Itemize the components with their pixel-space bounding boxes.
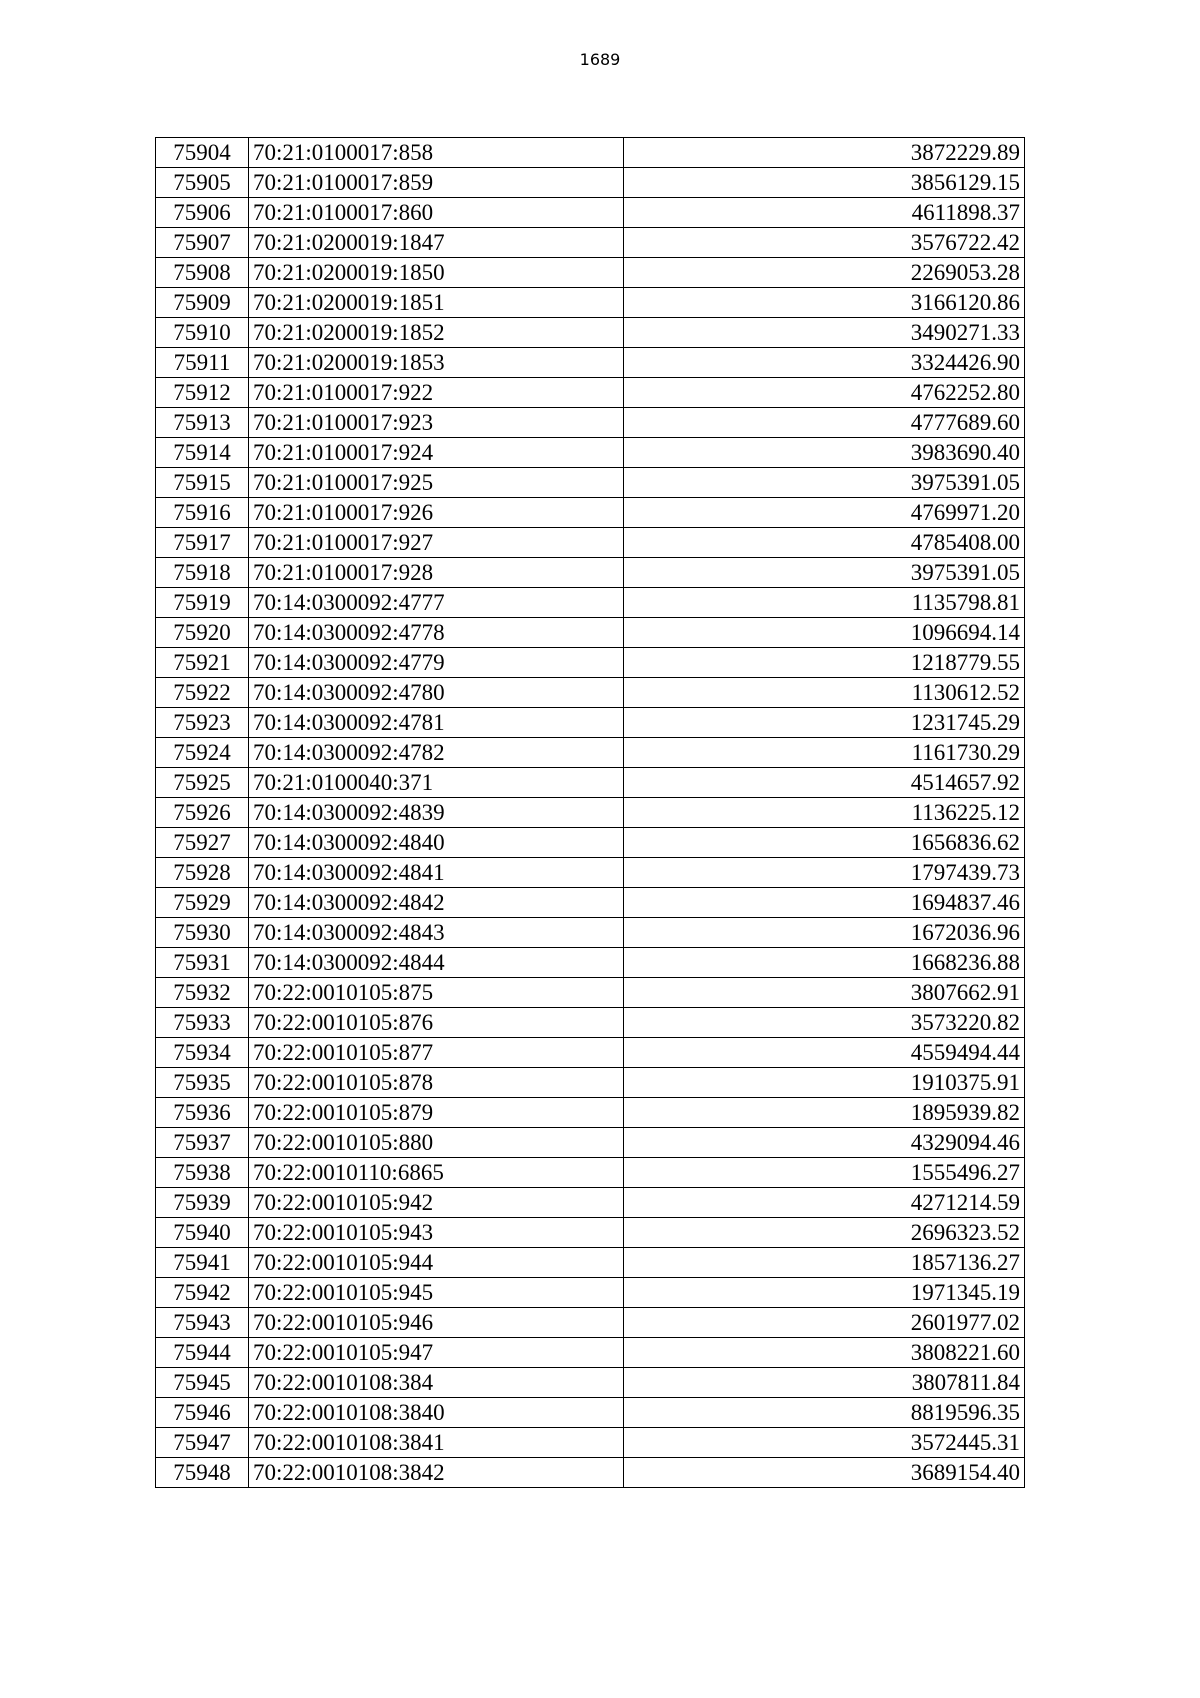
- row-number-cell: 75924: [156, 738, 249, 768]
- cadastral-number-cell: 70:22:0010105:945: [249, 1278, 624, 1308]
- cadastral-value-cell: 1231745.29: [624, 708, 1025, 738]
- table-row: [156, 228, 1025, 258]
- cadastral-number-cell: 70:21:0100017:928: [249, 558, 624, 588]
- table-row: [156, 1458, 1025, 1488]
- table-row: [156, 918, 1025, 948]
- cadastral-value-cell: 4777689.60: [624, 408, 1025, 438]
- cadastral-value-cell: 1656836.62: [624, 828, 1025, 858]
- row-number-cell: 75948: [156, 1458, 249, 1488]
- cadastral-number-cell: 70:22:0010105:876: [249, 1008, 624, 1038]
- cadastral-number-cell: 70:22:0010105:878: [249, 1068, 624, 1098]
- cadastral-value-cell: 3576722.42: [624, 228, 1025, 258]
- cadastral-number-cell: 70:21:0100017:859: [249, 168, 624, 198]
- row-number-cell: 75919: [156, 588, 249, 618]
- table-row: [156, 408, 1025, 438]
- cadastral-number-cell: 70:14:0300092:4841: [249, 858, 624, 888]
- cadastral-value-cell: 4329094.46: [624, 1128, 1025, 1158]
- table-row: [156, 858, 1025, 888]
- table-row: [156, 648, 1025, 678]
- table-row: [156, 1368, 1025, 1398]
- table-row: [156, 1008, 1025, 1038]
- row-number-cell: 75943: [156, 1308, 249, 1338]
- cadastral-number-cell: 70:14:0300092:4840: [249, 828, 624, 858]
- table-row: [156, 1398, 1025, 1428]
- cadastral-value-cell: 3807811.84: [624, 1368, 1025, 1398]
- cadastral-number-cell: 70:14:0300092:4777: [249, 588, 624, 618]
- row-number-cell: 75915: [156, 468, 249, 498]
- cadastral-value-cell: 1857136.27: [624, 1248, 1025, 1278]
- cadastral-number-cell: 70:22:0010108:3841: [249, 1428, 624, 1458]
- row-number-cell: 75906: [156, 198, 249, 228]
- cadastral-value-cell: 3975391.05: [624, 468, 1025, 498]
- cadastral-number-cell: 70:21:0200019:1851: [249, 288, 624, 318]
- cadastral-number-cell: 70:21:0100017:924: [249, 438, 624, 468]
- cadastral-value-cell: 1161730.29: [624, 738, 1025, 768]
- page-number: 1689: [579, 50, 621, 69]
- row-number-cell: 75917: [156, 528, 249, 558]
- cadastral-number-cell: 70:21:0200019:1850: [249, 258, 624, 288]
- row-number-cell: 75921: [156, 648, 249, 678]
- cadastral-number-cell: 70:22:0010108:384: [249, 1368, 624, 1398]
- cadastral-number-cell: 70:22:0010105:943: [249, 1218, 624, 1248]
- row-number-cell: 75933: [156, 1008, 249, 1038]
- row-number-cell: 75908: [156, 258, 249, 288]
- table-row: [156, 588, 1025, 618]
- row-number-cell: 75905: [156, 168, 249, 198]
- row-number-cell: 75904: [156, 138, 249, 168]
- cadastral-value-cell: 3689154.40: [624, 1458, 1025, 1488]
- row-number-cell: 75938: [156, 1158, 249, 1188]
- cadastral-number-cell: 70:14:0300092:4842: [249, 888, 624, 918]
- row-number-cell: 75914: [156, 438, 249, 468]
- cadastral-value-cell: 3983690.40: [624, 438, 1025, 468]
- table-row: [156, 1308, 1025, 1338]
- cadastral-number-cell: 70:14:0300092:4782: [249, 738, 624, 768]
- row-number-cell: 75936: [156, 1098, 249, 1128]
- cadastral-number-cell: 70:22:0010108:3842: [249, 1458, 624, 1488]
- cadastral-number-cell: 70:21:0100017:860: [249, 198, 624, 228]
- table-row: [156, 348, 1025, 378]
- cadastral-number-cell: 70:22:0010105:942: [249, 1188, 624, 1218]
- cadastral-number-cell: 70:14:0300092:4780: [249, 678, 624, 708]
- cadastral-number-cell: 70:21:0100017:922: [249, 378, 624, 408]
- cadastral-value-cell: 3573220.82: [624, 1008, 1025, 1038]
- table-row: [156, 1128, 1025, 1158]
- cadastral-value-cell: 1218779.55: [624, 648, 1025, 678]
- row-number-cell: 75935: [156, 1068, 249, 1098]
- row-number-cell: 75945: [156, 1368, 249, 1398]
- table-row: [156, 768, 1025, 798]
- cadastral-number-cell: 70:14:0300092:4781: [249, 708, 624, 738]
- table-row: [156, 528, 1025, 558]
- cadastral-value-cell: 1096694.14: [624, 618, 1025, 648]
- table-row: [156, 318, 1025, 348]
- cadastral-value-cell: 8819596.35: [624, 1398, 1025, 1428]
- row-number-cell: 75937: [156, 1128, 249, 1158]
- cadastral-number-cell: 70:14:0300092:4844: [249, 948, 624, 978]
- cadastral-value-cell: 2269053.28: [624, 258, 1025, 288]
- table-row: [156, 888, 1025, 918]
- cadastral-value-cell: 1694837.46: [624, 888, 1025, 918]
- row-number-cell: 75934: [156, 1038, 249, 1068]
- cadastral-number-cell: 70:22:0010110:6865: [249, 1158, 624, 1188]
- cadastral-number-cell: 70:21:0100017:926: [249, 498, 624, 528]
- cadastral-value-cell: 4271214.59: [624, 1188, 1025, 1218]
- cadastral-value-cell: 1672036.96: [624, 918, 1025, 948]
- table-body: [156, 138, 1025, 1488]
- cadastral-value-table: [155, 137, 1025, 1488]
- cadastral-number-cell: 70:22:0010105:880: [249, 1128, 624, 1158]
- row-number-cell: 75942: [156, 1278, 249, 1308]
- cadastral-number-cell: 70:14:0300092:4779: [249, 648, 624, 678]
- table-row: [156, 678, 1025, 708]
- cadastral-value-cell: 1895939.82: [624, 1098, 1025, 1128]
- table-row: [156, 1158, 1025, 1188]
- cadastral-number-cell: 70:14:0300092:4778: [249, 618, 624, 648]
- row-number-cell: 75918: [156, 558, 249, 588]
- table-row: [156, 828, 1025, 858]
- cadastral-number-cell: 70:21:0200019:1853: [249, 348, 624, 378]
- cadastral-value-cell: 4769971.20: [624, 498, 1025, 528]
- row-number-cell: 75916: [156, 498, 249, 528]
- cadastral-number-cell: 70:22:0010105:879: [249, 1098, 624, 1128]
- cadastral-number-cell: 70:14:0300092:4843: [249, 918, 624, 948]
- cadastral-value-cell: 3856129.15: [624, 168, 1025, 198]
- cadastral-number-cell: 70:21:0100017:927: [249, 528, 624, 558]
- cadastral-number-cell: 70:22:0010108:3840: [249, 1398, 624, 1428]
- table-row: [156, 1218, 1025, 1248]
- row-number-cell: 75927: [156, 828, 249, 858]
- row-number-cell: 75920: [156, 618, 249, 648]
- table-row: [156, 1068, 1025, 1098]
- cadastral-number-cell: 70:14:0300092:4839: [249, 798, 624, 828]
- row-number-cell: 75944: [156, 1338, 249, 1368]
- cadastral-value-cell: 3807662.91: [624, 978, 1025, 1008]
- cadastral-value-cell: 1668236.88: [624, 948, 1025, 978]
- row-number-cell: 75922: [156, 678, 249, 708]
- row-number-cell: 75931: [156, 948, 249, 978]
- table-row: [156, 1098, 1025, 1128]
- table-row: [156, 1428, 1025, 1458]
- row-number-cell: 75946: [156, 1398, 249, 1428]
- table-row: [156, 168, 1025, 198]
- row-number-cell: 75923: [156, 708, 249, 738]
- row-number-cell: 75926: [156, 798, 249, 828]
- cadastral-number-cell: 70:21:0100040:371: [249, 768, 624, 798]
- cadastral-value-cell: 1555496.27: [624, 1158, 1025, 1188]
- cadastral-value-cell: 1910375.91: [624, 1068, 1025, 1098]
- row-number-cell: 75910: [156, 318, 249, 348]
- table-row: [156, 738, 1025, 768]
- table-row: [156, 978, 1025, 1008]
- cadastral-number-cell: 70:21:0200019:1852: [249, 318, 624, 348]
- row-number-cell: 75940: [156, 1218, 249, 1248]
- table-row: [156, 138, 1025, 168]
- cadastral-value-cell: 4559494.44: [624, 1038, 1025, 1068]
- cadastral-value-cell: 3872229.89: [624, 138, 1025, 168]
- row-number-cell: 75939: [156, 1188, 249, 1218]
- cadastral-value-cell: 3166120.86: [624, 288, 1025, 318]
- row-number-cell: 75909: [156, 288, 249, 318]
- row-number-cell: 75907: [156, 228, 249, 258]
- cadastral-value-cell: 2696323.52: [624, 1218, 1025, 1248]
- row-number-cell: 75932: [156, 978, 249, 1008]
- table-row: [156, 1038, 1025, 1068]
- table-row: [156, 618, 1025, 648]
- cadastral-value-cell: 3572445.31: [624, 1428, 1025, 1458]
- row-number-cell: 75929: [156, 888, 249, 918]
- table-row: [156, 288, 1025, 318]
- row-number-cell: 75947: [156, 1428, 249, 1458]
- cadastral-value-cell: 1971345.19: [624, 1278, 1025, 1308]
- table-row: [156, 498, 1025, 528]
- cadastral-value-cell: 4785408.00: [624, 528, 1025, 558]
- cadastral-value-cell: 4514657.92: [624, 768, 1025, 798]
- row-number-cell: 75928: [156, 858, 249, 888]
- table-row: [156, 1278, 1025, 1308]
- row-number-cell: 75912: [156, 378, 249, 408]
- row-number-cell: 75911: [156, 348, 249, 378]
- cadastral-number-cell: 70:22:0010105:875: [249, 978, 624, 1008]
- table-row: [156, 468, 1025, 498]
- table-row: [156, 198, 1025, 228]
- cadastral-number-cell: 70:21:0100017:925: [249, 468, 624, 498]
- cadastral-number-cell: 70:21:0100017:858: [249, 138, 624, 168]
- table-row: [156, 258, 1025, 288]
- cadastral-number-cell: 70:22:0010105:947: [249, 1338, 624, 1368]
- cadastral-value-cell: 3324426.90: [624, 348, 1025, 378]
- table-row: [156, 1338, 1025, 1368]
- table-row: [156, 798, 1025, 828]
- table-row: [156, 558, 1025, 588]
- cadastral-value-cell: 4762252.80: [624, 378, 1025, 408]
- cadastral-value-cell: 1136225.12: [624, 798, 1025, 828]
- table-row: [156, 378, 1025, 408]
- table-row: [156, 1188, 1025, 1218]
- cadastral-number-cell: 70:22:0010105:944: [249, 1248, 624, 1278]
- cadastral-value-cell: 1135798.81: [624, 588, 1025, 618]
- table-row: [156, 948, 1025, 978]
- cadastral-value-cell: 3808221.60: [624, 1338, 1025, 1368]
- cadastral-number-cell: 70:21:0200019:1847: [249, 228, 624, 258]
- cadastral-value-cell: 3975391.05: [624, 558, 1025, 588]
- row-number-cell: 75913: [156, 408, 249, 438]
- table-row: [156, 1248, 1025, 1278]
- cadastral-value-cell: 4611898.37: [624, 198, 1025, 228]
- cadastral-value-cell: 1130612.52: [624, 678, 1025, 708]
- cadastral-value-cell: 2601977.02: [624, 1308, 1025, 1338]
- cadastral-value-cell: 3490271.33: [624, 318, 1025, 348]
- table-row: [156, 438, 1025, 468]
- cadastral-number-cell: 70:22:0010105:946: [249, 1308, 624, 1338]
- cadastral-number-cell: 70:22:0010105:877: [249, 1038, 624, 1068]
- row-number-cell: 75930: [156, 918, 249, 948]
- table-row: [156, 708, 1025, 738]
- cadastral-number-cell: 70:21:0100017:923: [249, 408, 624, 438]
- row-number-cell: 75941: [156, 1248, 249, 1278]
- cadastral-value-cell: 1797439.73: [624, 858, 1025, 888]
- row-number-cell: 75925: [156, 768, 249, 798]
